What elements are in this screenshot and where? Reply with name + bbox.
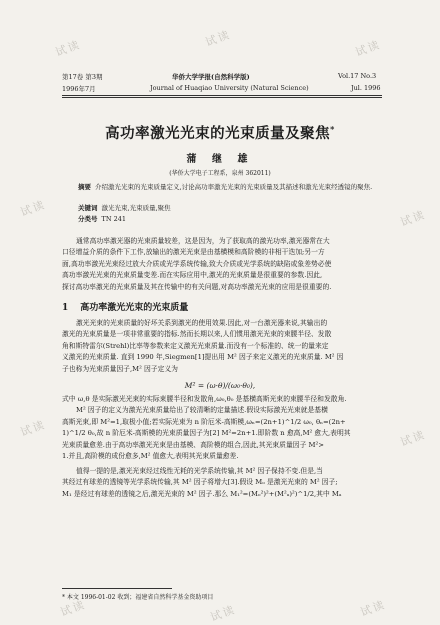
abstract-label: 摘要 <box>78 183 91 191</box>
watermark: 试读 <box>398 207 428 230</box>
text-line: 子也称为光束质量因子,M² 因子定义为 <box>62 364 178 373</box>
abstract-text: 介绍激光光束的光束质量定义,讨论高功率激光光束的光束质量及其描述和激光光束经透镜的聚焦. <box>95 183 373 191</box>
body-paragraph <box>62 466 384 500</box>
author-name: 蒲 继 雄 <box>186 154 254 165</box>
affiliation: (华侨大学电子工程系，泉州 362011) <box>169 170 271 177</box>
text-line: 1.并且,高阶模的成份愈多,M² 值愈大,表明其光束质量愈差. <box>62 452 239 461</box>
text-line: 高功率激光光束的光束质量变差.而在实际应用中,激光的光束质量是很重要的参数.因此, <box>62 271 323 280</box>
text-line: 高斯光束,即 M²=1,取极小值;若实际光束为 n 阶厄米-高斯模,ωₙ=(2n+1)^1/2 ω₀, θₙ=(2n+ <box>62 417 346 426</box>
watermark: 试读 <box>58 597 88 620</box>
header-volume-cn: 第17卷 第3期 <box>62 73 103 81</box>
equation-m2: M² = (ω·θ)/(ω₀·θ₀), <box>184 381 256 390</box>
watermark: 试读 <box>53 37 83 60</box>
footnote: * 本文 1996-01-02 收到；福建省自然科学基金资助项目 <box>62 594 214 601</box>
text-line: 光束质量愈差.由于高功率激光光束是由基模、高阶模的组合,因此,其光束质量因子 M²> <box>62 440 324 449</box>
classification <box>78 214 378 224</box>
paper-title <box>0 122 440 143</box>
classification-label: 分类号 <box>78 215 98 223</box>
keywords-label: 关键词 <box>78 204 98 212</box>
header-date-en: Jul. 1996 <box>351 84 381 92</box>
text-line: 义激光的光束质量. 直到 1990 年,Siegmen[1]提出用 M² 因子来定义激光的光束质量. M² 因 <box>62 353 344 362</box>
watermark: 试读 <box>18 197 48 220</box>
text-line: 值得一提的是,激光光束经过线性无耗的光学系统传输,其 M² 因子保持不变.但是,当 <box>76 467 323 475</box>
abstract <box>78 182 378 192</box>
text-line: 式中 ω,θ 是实际激光光束的实际束腰半径和发散角,ω₀,θ₀ 是基横高斯光束的束腰半径和发散角. <box>62 395 347 403</box>
section-heading <box>62 300 200 313</box>
body-paragraph <box>62 394 384 462</box>
header-rule <box>62 95 382 96</box>
watermark: 试读 <box>18 417 48 440</box>
text-line: 1)^1/2 θ₀,故 n 阶厄米-高斯模的光束质量因子为[2] M²=2n+1.即阶数 n 愈高,M² 愈大,表明其 <box>62 429 351 438</box>
header-volume-en: Vol.17 No.3 <box>338 72 377 80</box>
text-line: 角和斯特雷尔(Strehl)比率等参数来定义激光光束质量.而没有一个标准的、统一的量来定 <box>62 341 329 350</box>
title-text: 高功率激光光束的光束质量及聚焦 <box>105 125 331 142</box>
text-line: M² 因子的定义为激光光束质量给出了较清晰的定量描述.假设实际激光光束就是基横 <box>76 406 328 415</box>
watermark: 试读 <box>203 27 233 50</box>
classification-text: TN 241 <box>101 215 126 223</box>
text-line: 通常高功率激光器的光束质量较差，这是因为，为了获取高的激光功率,激光器常在大 <box>76 237 330 245</box>
header-rule-thin <box>62 97 382 98</box>
body-paragraph <box>62 318 384 375</box>
text-line: M₁ 是经过有球差的透镜之后,激光光束的 M² 因子.那么 M₁²=(Mₒ²)²+(M²ₐ)²)^1/2,其中 Mₐ <box>62 489 342 498</box>
keywords <box>78 203 378 213</box>
text-line: 激光光束的光束质量的好坏关系到激光的使用效果.因此,对一台激光器来说,其输出的 <box>76 319 328 327</box>
header-journal-en: Journal of Huaqiao University (Natural Science) <box>150 84 309 92</box>
watermark: 试读 <box>208 602 238 625</box>
text-line: 激光的光束质量是一项非常重要的指标.然而长期以来,人们惯用激光光束的束腰半径、发散 <box>62 330 332 339</box>
watermark: 试读 <box>358 597 388 620</box>
section-number: 1 <box>62 303 69 313</box>
intro-paragraph <box>62 236 384 293</box>
text-line: 口径增益介质的条件下工作,放输出的激光光束是由基横模和高阶模的非相干迭加;另一方 <box>62 248 325 257</box>
header-journal-cn: 华侨大学学报(自然科学版) <box>172 73 250 81</box>
watermark: 试读 <box>353 37 383 60</box>
footnote-rule <box>62 588 172 589</box>
section-title: 高功率激光光束的光束质量 <box>80 303 189 313</box>
text-line: 面,高功率激光光束经过放大介质或光学系统传输,致大介质或光学系统的缺陷或象差势必使 <box>62 259 332 268</box>
title-footnote-mark: * <box>330 124 335 135</box>
header-date-cn: 1996年7月 <box>62 85 96 93</box>
text-line: 探讨高功率激光的光束质量及其在传输中的有关问题,对高功率激光光束的应用是很重要的. <box>62 282 332 291</box>
watermark: 试读 <box>398 427 428 450</box>
text-line: 其经过有球差的透镜等光学系统传输,其 M² 因子将增大[3].假设 Mₒ 是激光光束的 M² 因子; <box>62 478 338 487</box>
keywords-text: 激光光束,光束质量,聚焦 <box>101 204 171 212</box>
